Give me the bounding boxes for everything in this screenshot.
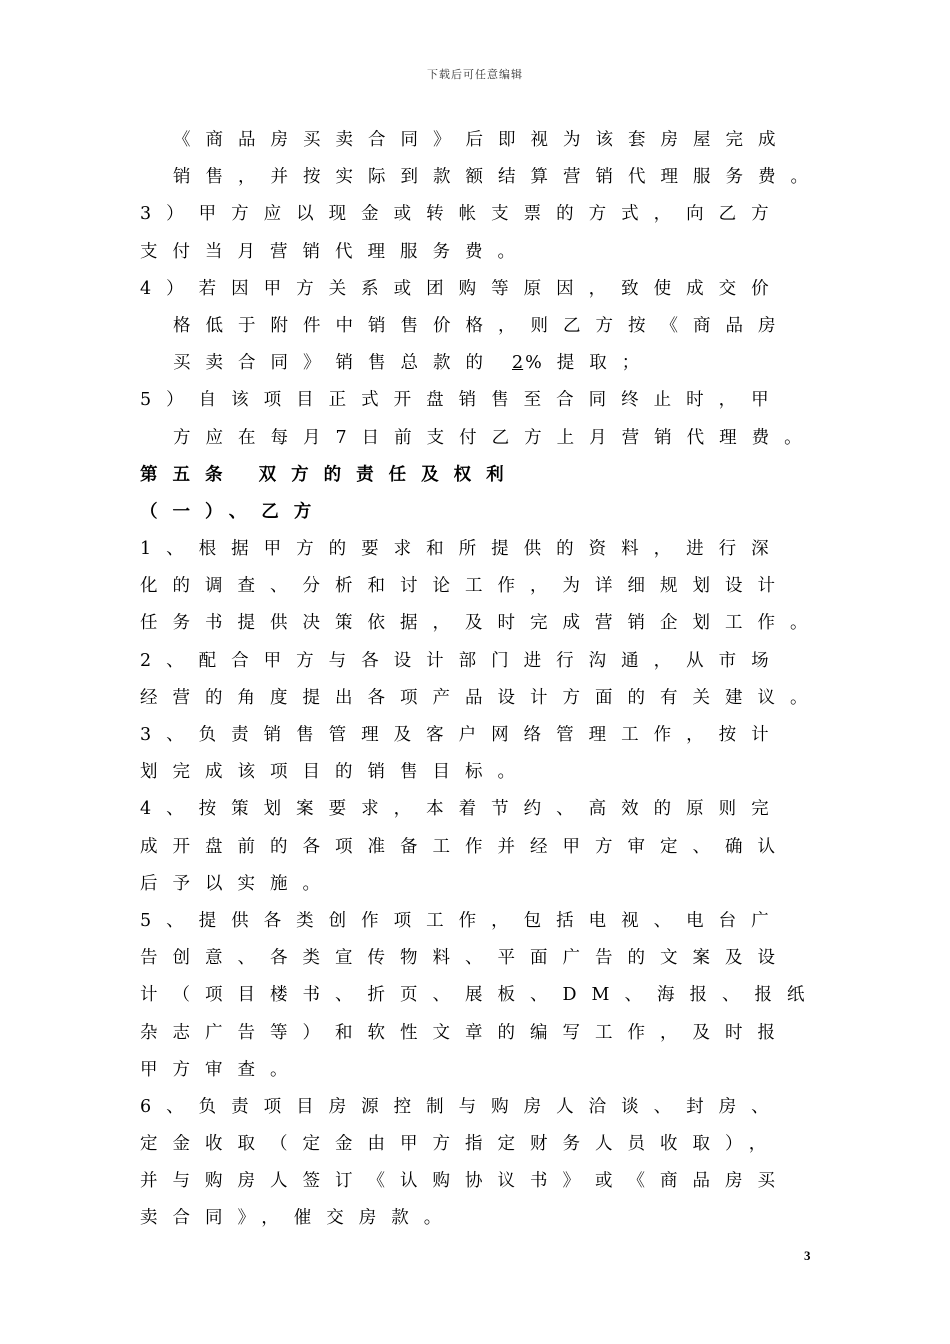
paragraph-line: 化的调查、分析和讨论工作，为详细规划设计 [140, 576, 790, 597]
paragraph-line-with-blank [140, 345, 830, 382]
paragraph-line: 甲方审查。 [140, 1059, 303, 1080]
paragraph-line: 销售，并按实际到款额结算营销代理服务费。 [173, 167, 823, 188]
paragraph-line: 任务书提供决策依据，及时完成营销企划工作。 [140, 613, 823, 634]
paragraph-line: 划完成该项目的销售目标。 [140, 762, 530, 783]
clause-text-before-blank: 买卖合同》销售总款的 [173, 353, 498, 374]
paragraph-line: 计（项目楼书、折页、展板、DM、海报、报纸 [140, 985, 820, 1006]
paragraph-line: 后予以实施。 [140, 873, 335, 894]
paragraph-line: 4、按策划案要求，本着节约、高效的原则完 [140, 799, 784, 820]
paragraph-line: 3）甲方应以现金或转帐支票的方式，向乙方 [140, 204, 784, 225]
page-number: 3 [804, 1248, 811, 1263]
paragraph-line: 5、提供各类创作项工作，包括电视、电台广 [140, 910, 784, 931]
paragraph-line: 格低于附件中销售价格，则乙方按《商品房 [173, 315, 791, 336]
paragraph-line: 支付当月营销代理服务费。 [140, 241, 530, 262]
paragraph-line: 方应在每月7日前支付乙方上月营销代理费。 [173, 427, 817, 448]
paragraph-line: 定金收取（定金由甲方指定财务人员收取）， [140, 1134, 782, 1155]
paragraph-line: 6、负责项目房源控制与购房人洽谈、封房、 [140, 1096, 784, 1117]
paragraph-line: 卖合同》，催交房款。 [140, 1208, 457, 1229]
paragraph-line: 5）自该项目正式开盘销售至合同终止时，甲 [140, 390, 784, 411]
paragraph-line: 经营的角度提出各项产品设计方面的有关建议。 [140, 687, 823, 708]
paragraph-line: 3、负责销售管理及客户网络管理工作，按计 [140, 725, 784, 745]
page-header-note: 下载后可任意编辑 [427, 68, 523, 81]
paragraph-line: 告创意、各类宣传物料、平面广告的文案及设 [140, 948, 790, 969]
document-body [140, 122, 830, 1238]
paragraph-line: 杂志广告等）和软性文章的编写工作，及时报 [140, 1022, 790, 1043]
paragraph-line: 并与购房人签订《认购协议书》或《商品房买 [140, 1171, 790, 1192]
clause-text-after-blank: %提取； [525, 353, 655, 374]
paragraph-line: 4）若因甲方关系或团购等原因，致使成交价 [140, 278, 784, 299]
paragraph-line: 成开盘前的各项准备工作并经甲方审定、确认 [140, 836, 790, 857]
paragraph-line: 1、根据甲方的要求和所提供的资料，进行深 [140, 539, 784, 560]
paragraph-line: 2、配合甲方与各设计部门进行沟通，从市场 [140, 650, 784, 671]
section-heading: 第五条 双方的责任及权利 [140, 464, 519, 485]
subsection-heading: （一）、乙方 [140, 501, 327, 522]
percentage-blank-field: 2 [512, 353, 524, 374]
paragraph-line: 《商品房买卖合同》后即视为该套房屋完成 [173, 130, 791, 150]
